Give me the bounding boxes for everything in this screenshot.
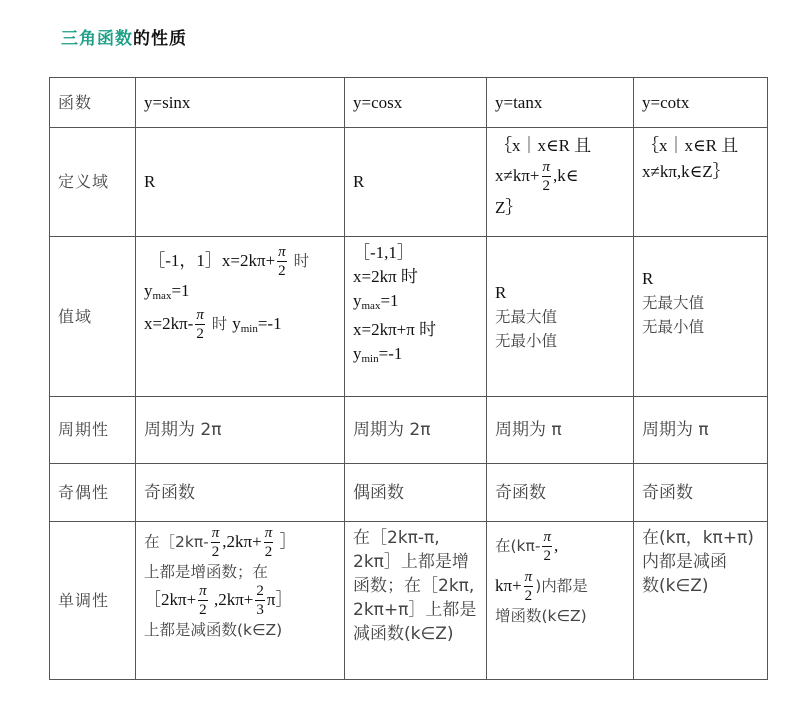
mono-cos-line1: 在［2kπ-π, [353, 528, 440, 548]
monotonicity-cos [345, 522, 487, 680]
range-cot [634, 237, 768, 397]
text: y [144, 281, 153, 300]
domain-tan [487, 128, 634, 237]
parity-cos: 偶函数 [345, 464, 487, 522]
fraction [277, 245, 287, 279]
text: =1 [380, 291, 399, 310]
numerator: π [211, 525, 220, 541]
range-cos [345, 237, 487, 397]
range-cos-ymax [353, 289, 478, 318]
text: =-1 [257, 313, 282, 333]
text: ,2kπ+ [209, 589, 254, 609]
fraction [255, 584, 265, 618]
range-sin-line1 [144, 245, 336, 279]
text: π］ [266, 589, 293, 609]
fraction [542, 530, 552, 564]
period-row [50, 397, 768, 464]
mono-cos-line3: 函数；在［2kπ, [353, 576, 475, 596]
mono-cot-line3: 数(k∈Z) [642, 576, 709, 596]
text: =-1 [378, 344, 403, 363]
mono-sin-line2: 上都是增函数；在 [144, 563, 269, 581]
monotonicity-row [50, 522, 768, 680]
fraction [198, 584, 208, 618]
range-tan-line2: 无最大值 [495, 307, 558, 326]
mono-cos-line4: 2kπ+π］上都是 [353, 600, 477, 620]
row-label-range: 值域 [50, 237, 136, 397]
range-cot-line1: R [642, 269, 654, 288]
mono-cot-line1: 在(kπ，kπ+π) [642, 528, 754, 548]
fraction [524, 570, 534, 604]
text: ］ [275, 531, 297, 551]
fraction [542, 160, 552, 194]
text: 时 [206, 314, 233, 333]
fraction [264, 526, 274, 560]
trig-properties-table [49, 77, 768, 680]
numerator: π [524, 569, 533, 585]
denominator: 2 [278, 263, 286, 279]
col-header-cos: y=cosx [345, 78, 487, 128]
domain-cos: R [345, 128, 487, 237]
subscript: min [240, 322, 258, 335]
numerator: π [542, 159, 551, 175]
range-sin-line3 [144, 308, 336, 342]
monotonicity-cot [634, 522, 768, 680]
denominator: 2 [196, 326, 204, 342]
numerator: π [278, 244, 286, 260]
mono-sin-line3 [144, 584, 336, 618]
subscript: max [361, 300, 381, 312]
mono-tan-line3: 增函数(k∈Z) [495, 607, 587, 625]
text: ,2kπ+ [222, 531, 262, 551]
row-label-monotonicity: 单调性 [50, 522, 136, 680]
denominator: 2 [211, 544, 220, 560]
title-highlight: 三角函数 [61, 29, 133, 49]
text: x≠kπ+ [495, 165, 540, 185]
text: kπ+ [495, 575, 522, 595]
domain-cot [634, 128, 768, 237]
parity-cot: 奇函数 [634, 464, 768, 522]
numerator: π [196, 307, 204, 323]
domain-cot-line1: ｛x｜x∈R 且 [642, 136, 739, 155]
period-cot: 周期为 π [634, 397, 768, 464]
col-header-sin: y=sinx [136, 78, 345, 128]
monotonicity-tan [487, 522, 634, 680]
header-row [50, 78, 768, 128]
range-cos-line4: x=2kπ+π 时 [353, 320, 437, 339]
parity-tan: 奇函数 [487, 464, 634, 522]
row-label-domain: 定义域 [50, 128, 136, 237]
title-rest: 的性质 [133, 29, 187, 49]
range-tan [487, 237, 634, 397]
row-label-period: 周期性 [50, 397, 136, 464]
denominator: 2 [199, 602, 207, 618]
range-tan-line1: R [495, 282, 507, 302]
text: ［2kπ+ [144, 589, 197, 609]
text: )内都是 [535, 576, 588, 595]
mono-cos-line5: 减函数(k∈Z) [353, 624, 454, 644]
range-cot-line2: 无最大值 [642, 294, 705, 312]
range-sin [136, 237, 345, 397]
text: 在(kπ- [495, 536, 541, 555]
text: ［-1，1］x=2kπ+ [148, 250, 276, 270]
domain-row [50, 128, 768, 237]
numerator: π [199, 583, 207, 599]
mono-tan-line1 [495, 530, 625, 564]
range-tan-line3: 无最小值 [495, 331, 558, 350]
text: y [353, 344, 362, 363]
denominator: 2 [543, 548, 551, 564]
range-cos-line2: x=2kπ 时 [353, 267, 418, 286]
row-label-function: 函数 [50, 78, 136, 128]
domain-cot-line2: x≠kπ,k∈Z｝ [642, 162, 730, 181]
subscript: min [361, 353, 379, 365]
range-cos-line1: ［-1,1］ [353, 243, 414, 262]
parity-row [50, 464, 768, 522]
text: x=2kπ- [144, 313, 194, 333]
text: =1 [171, 281, 190, 300]
fraction [195, 308, 205, 342]
range-cos-ymin [353, 342, 478, 371]
numerator: 2 [256, 583, 264, 599]
parity-sin: 奇函数 [136, 464, 345, 522]
text: 在［2kπ- [144, 532, 209, 551]
numerator: π [264, 525, 273, 541]
text: 时 [288, 251, 310, 270]
col-header-cot: y=cotx [634, 78, 768, 128]
denominator: 3 [256, 602, 264, 618]
period-sin: 周期为 2π [136, 397, 345, 464]
mono-cos-line2: 2kπ］上都是增 [353, 552, 469, 572]
mono-tan-line2 [495, 570, 625, 604]
domain-tan-line1: ｛x｜x∈R 且 [495, 136, 592, 155]
subscript: max [152, 290, 172, 302]
period-cos: 周期为 2π [345, 397, 487, 464]
domain-tan-line2 [495, 160, 625, 194]
col-header-tan: y=tanx [487, 78, 634, 128]
range-cot-line3: 无最小值 [642, 318, 705, 336]
fraction [211, 526, 221, 560]
text: y [232, 313, 241, 333]
period-tan: 周期为 π [487, 397, 634, 464]
text: y [353, 291, 362, 310]
page-title [61, 24, 187, 49]
denominator: 2 [542, 178, 551, 194]
denominator: 2 [524, 588, 533, 604]
monotonicity-sin [136, 522, 345, 680]
range-sin-ymax [144, 279, 336, 308]
text: , [553, 535, 559, 555]
domain-tan-line3: Z｝ [495, 198, 523, 217]
row-label-parity: 奇偶性 [50, 464, 136, 522]
denominator: 2 [264, 544, 273, 560]
mono-cot-line2: 内都是减函 [642, 552, 727, 572]
text: ,k∈ [553, 165, 579, 185]
mono-sin-line1 [144, 526, 336, 560]
range-row [50, 237, 768, 397]
numerator: π [543, 529, 551, 545]
domain-sin: R [136, 128, 345, 237]
mono-sin-line4: 上都是减函数(k∈Z) [144, 621, 283, 639]
